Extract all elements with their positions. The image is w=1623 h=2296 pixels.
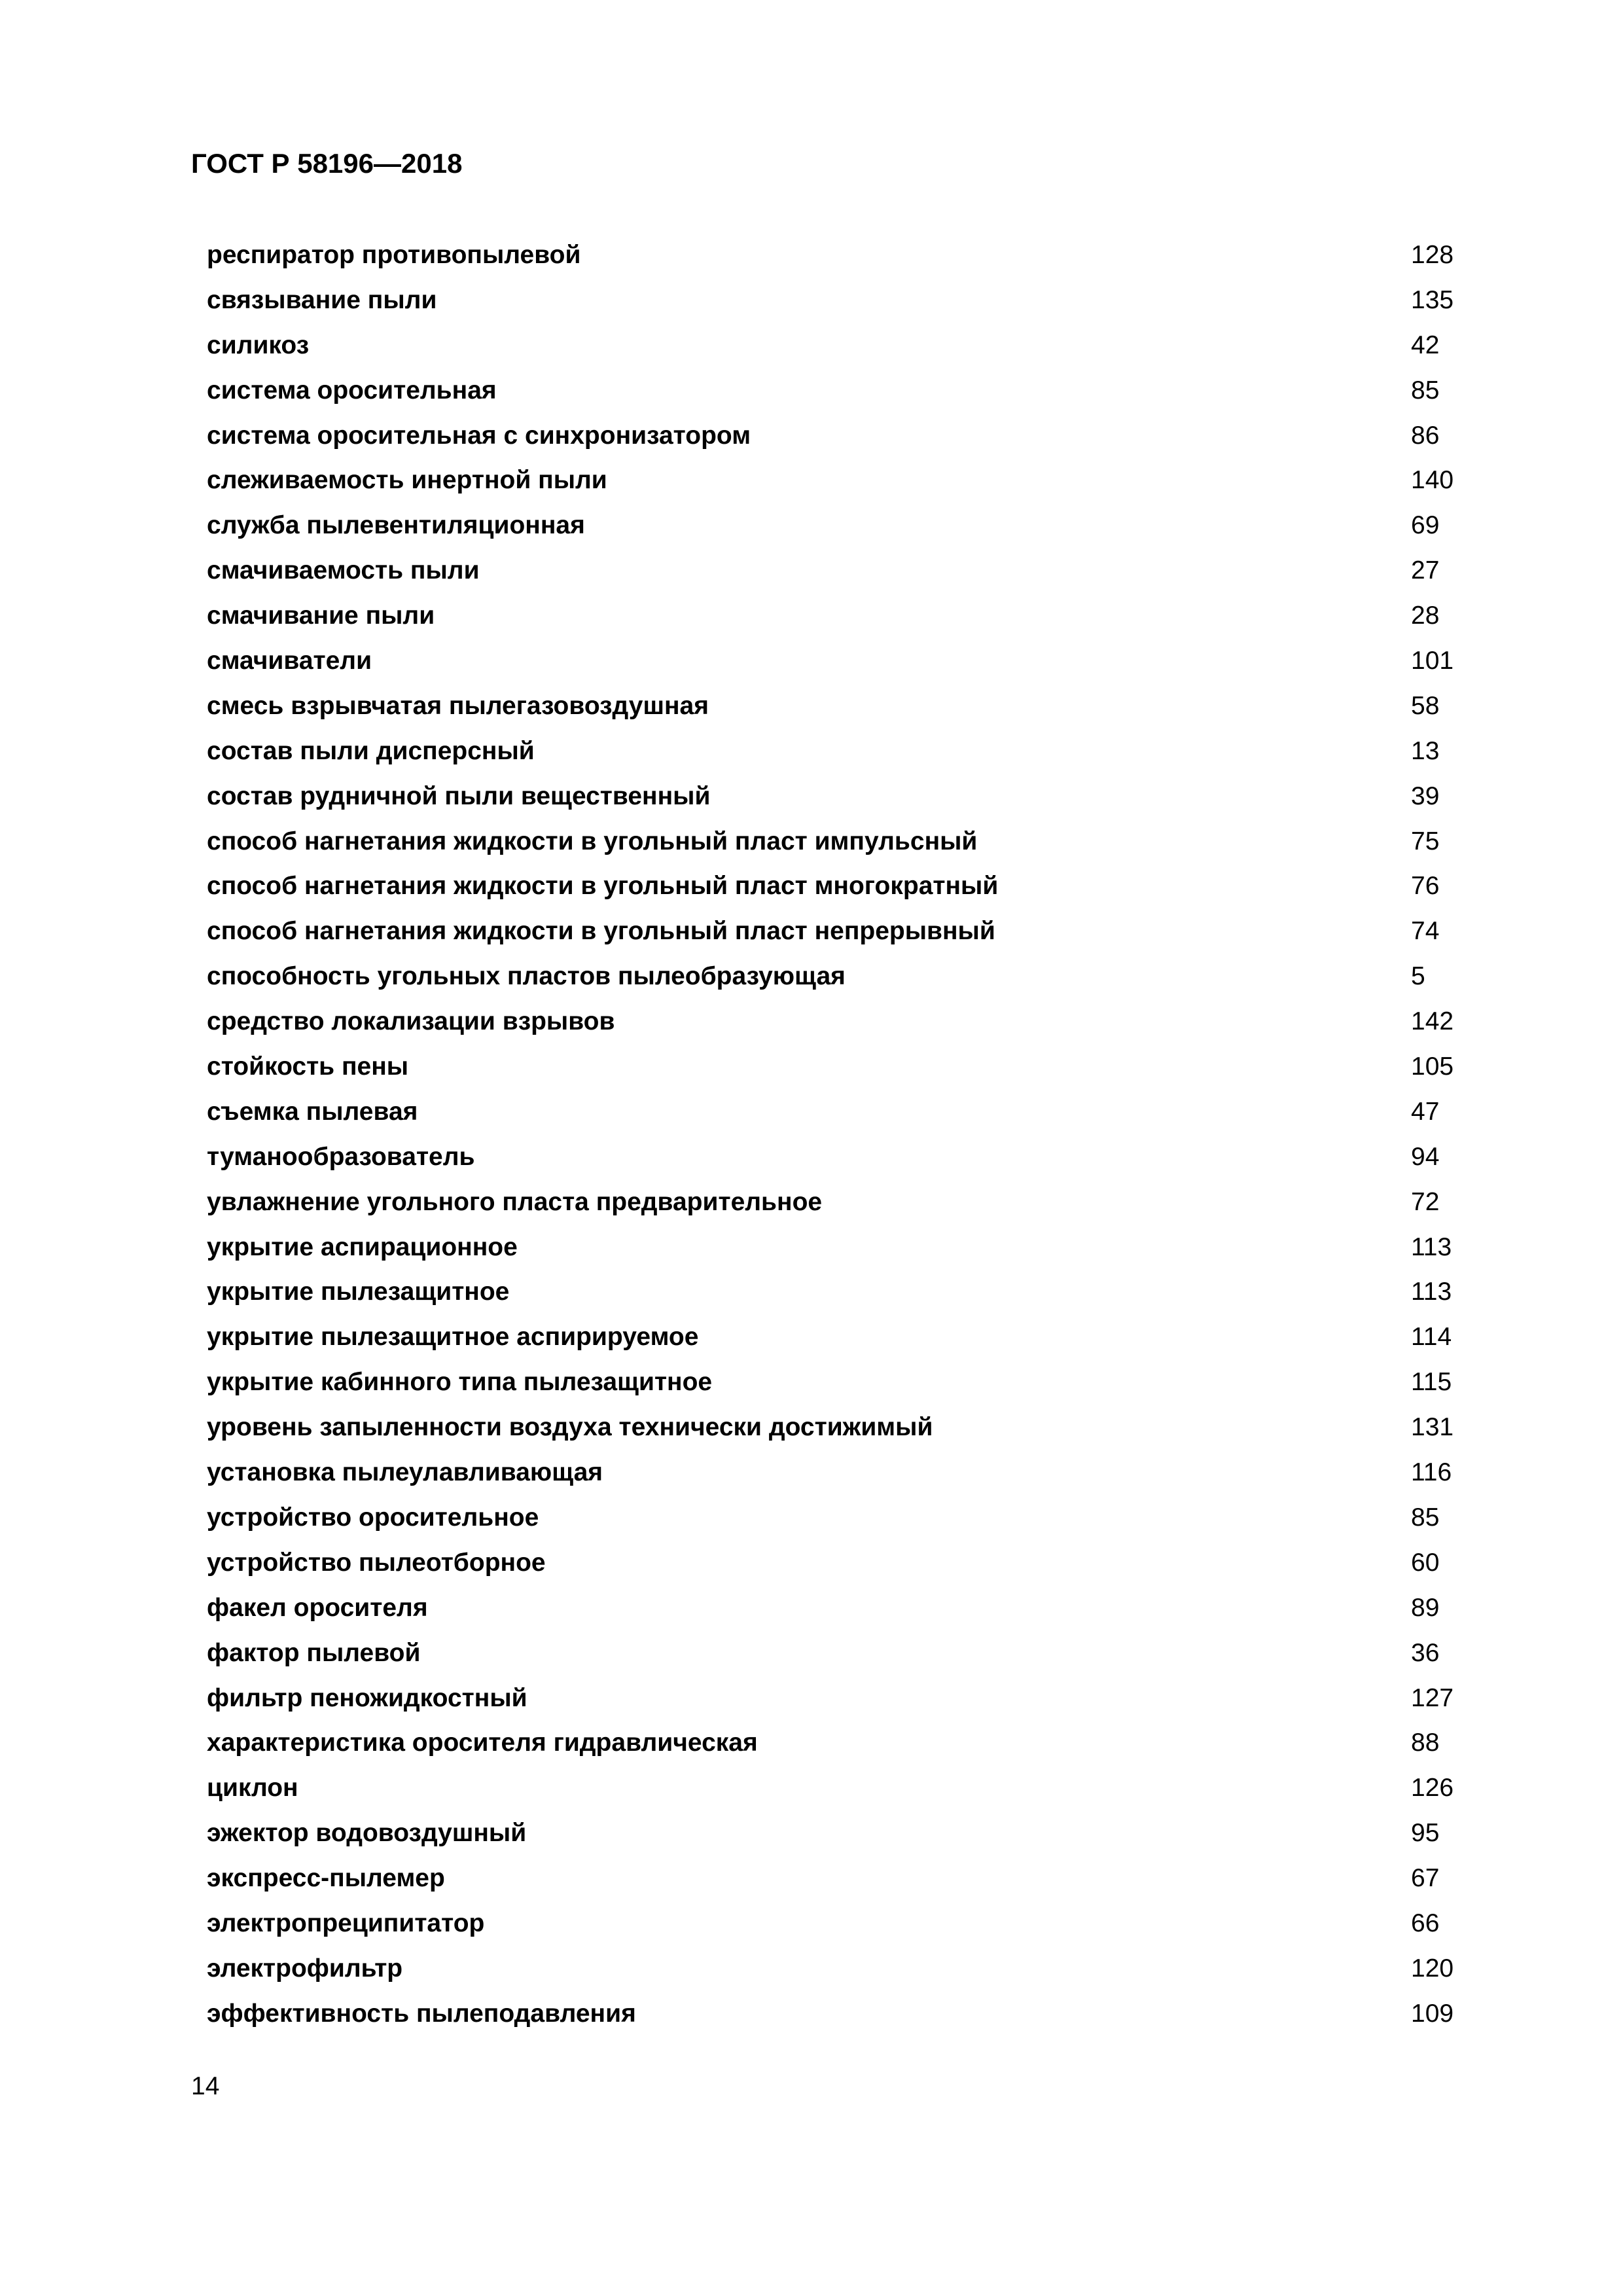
index-ref-number: 69 — [1411, 511, 1440, 540]
index-entry — [207, 1590, 1476, 1635]
index-entry — [207, 1229, 1476, 1274]
index-ref-number: 120 — [1411, 1954, 1454, 1982]
index-term: смачивание пыли — [207, 601, 435, 630]
index-entry — [207, 1680, 1476, 1725]
index-term: система оросительная — [207, 376, 497, 404]
index-term: способ нагнетания жидкости в угольный пласт многократный — [207, 872, 999, 901]
index-term: установка пылеулавливающая — [207, 1458, 603, 1487]
index-ref-number: 39 — [1411, 781, 1440, 810]
index-term: смесь взрывчатая пылегазовоздушная — [207, 691, 709, 720]
index-term: укрытие пылезащитное аспирируемое — [207, 1323, 699, 1352]
index-entry — [207, 913, 1476, 958]
index-entry — [207, 823, 1476, 869]
index-entry — [207, 778, 1476, 823]
index-term: смачиватели — [207, 647, 372, 675]
index-entry — [207, 1725, 1476, 1770]
index-ref-number: 36 — [1411, 1638, 1440, 1667]
index-ref-number: 135 — [1411, 285, 1454, 314]
index-entry — [207, 1139, 1476, 1184]
index-entry — [207, 1454, 1476, 1499]
index-term: смачиваемость пыли — [207, 556, 480, 585]
index-ref-number: 113 — [1411, 1278, 1452, 1306]
index-ref-number: 142 — [1411, 1007, 1454, 1036]
index-entry — [207, 1815, 1476, 1860]
index-ref-number: 127 — [1411, 1683, 1454, 1712]
index-ref-number: 101 — [1411, 647, 1454, 675]
index-entry — [207, 1770, 1476, 1815]
page-number: 14 — [191, 2072, 220, 2100]
index-entry — [207, 1003, 1476, 1049]
index-entry — [207, 1996, 1476, 2041]
index-term: устройство пылеотборное — [207, 1548, 546, 1577]
index-entry — [207, 462, 1476, 507]
index-term: силикоз — [207, 331, 310, 359]
index-term: стойкость пены — [207, 1052, 409, 1081]
index-entry — [207, 958, 1476, 1003]
index-term: электрофильтр — [207, 1954, 403, 1982]
index-ref-number: 116 — [1411, 1458, 1452, 1487]
index-ref-number: 95 — [1411, 1819, 1440, 1848]
index-ref-number: 94 — [1411, 1142, 1440, 1171]
index-term: средство локализации взрывов — [207, 1007, 615, 1036]
index-entry — [207, 1274, 1476, 1319]
index-ref-number: 85 — [1411, 1503, 1440, 1532]
index-ref-number: 28 — [1411, 601, 1440, 630]
index-term: туманообразователь — [207, 1142, 475, 1171]
index-term: фактор пылевой — [207, 1638, 421, 1667]
index-entry — [207, 1094, 1476, 1139]
index-ref-number: 72 — [1411, 1187, 1440, 1216]
index-term: характеристика оросителя гидравлическая — [207, 1729, 758, 1757]
index-term: циклон — [207, 1774, 298, 1803]
index-entry — [207, 1950, 1476, 1996]
index-term: способ нагнетания жидкости в угольный пласт непрерывный — [207, 917, 995, 946]
alphabetical-index — [207, 237, 1476, 2041]
index-term: съемка пылевая — [207, 1097, 418, 1126]
index-entry — [207, 1860, 1476, 1905]
index-entry — [207, 598, 1476, 643]
index-term: служба пылевентиляционная — [207, 511, 585, 540]
index-ref-number: 86 — [1411, 421, 1440, 450]
index-term: слеживаемость инертной пыли — [207, 466, 607, 495]
index-term: экспресс-пылемер — [207, 1864, 445, 1893]
index-term: укрытие кабинного типа пылезащитное — [207, 1368, 713, 1397]
index-entry — [207, 688, 1476, 733]
index-term: способность угольных пластов пылеобразующая — [207, 962, 846, 991]
index-ref-number: 126 — [1411, 1774, 1454, 1803]
index-entry — [207, 327, 1476, 372]
index-ref-number: 75 — [1411, 827, 1440, 855]
index-ref-number: 67 — [1411, 1864, 1440, 1893]
index-entry — [207, 1409, 1476, 1454]
index-entry — [207, 1905, 1476, 1950]
index-ref-number: 128 — [1411, 241, 1454, 269]
index-term: уровень запыленности воздуха технически достижимый — [207, 1413, 933, 1442]
index-entry — [207, 418, 1476, 463]
document-header: ГОСТ Р 58196—2018 — [191, 148, 463, 179]
index-term: устройство оросительное — [207, 1503, 539, 1532]
index-ref-number: 13 — [1411, 736, 1440, 765]
index-term: состав пыли дисперсный — [207, 736, 535, 765]
index-term: связывание пыли — [207, 285, 437, 314]
index-ref-number: 74 — [1411, 917, 1440, 946]
index-term: фильтр пеножидкостный — [207, 1683, 527, 1712]
index-ref-number: 113 — [1411, 1232, 1452, 1261]
index-entry — [207, 868, 1476, 913]
index-entry — [207, 1635, 1476, 1680]
index-term: респиратор противопылевой — [207, 241, 581, 269]
index-ref-number: 66 — [1411, 1909, 1440, 1937]
index-ref-number: 131 — [1411, 1413, 1454, 1442]
index-entry — [207, 1545, 1476, 1590]
index-entry — [207, 1364, 1476, 1409]
index-ref-number: 5 — [1411, 962, 1425, 991]
index-ref-number: 140 — [1411, 466, 1454, 495]
index-ref-number: 88 — [1411, 1729, 1440, 1757]
index-entry — [207, 507, 1476, 552]
index-entry — [207, 372, 1476, 418]
index-ref-number: 105 — [1411, 1052, 1454, 1081]
index-ref-number: 109 — [1411, 1999, 1454, 2028]
index-term: электропреципитатор — [207, 1909, 485, 1937]
index-entry — [207, 1049, 1476, 1094]
index-ref-number: 85 — [1411, 376, 1440, 404]
index-term: факел оросителя — [207, 1593, 428, 1622]
index-entry — [207, 1319, 1476, 1364]
index-term: состав рудничной пыли вещественный — [207, 781, 711, 810]
index-ref-number: 47 — [1411, 1097, 1440, 1126]
index-entry — [207, 643, 1476, 688]
index-ref-number: 89 — [1411, 1593, 1440, 1622]
index-entry — [207, 237, 1476, 282]
index-term: эффективность пылеподавления — [207, 1999, 636, 2028]
index-ref-number: 58 — [1411, 691, 1440, 720]
index-term: эжектор водовоздушный — [207, 1819, 527, 1848]
index-entry — [207, 733, 1476, 778]
index-term: укрытие аспирационное — [207, 1232, 518, 1261]
index-term: увлажнение угольного пласта предварительное — [207, 1187, 823, 1216]
index-entry — [207, 552, 1476, 598]
index-term: укрытие пылезащитное — [207, 1278, 510, 1306]
index-entry — [207, 1499, 1476, 1545]
index-entry — [207, 1184, 1476, 1229]
index-ref-number: 76 — [1411, 872, 1440, 901]
index-ref-number: 60 — [1411, 1548, 1440, 1577]
index-ref-number: 42 — [1411, 331, 1440, 359]
index-ref-number: 115 — [1411, 1368, 1452, 1397]
index-entry — [207, 282, 1476, 327]
index-ref-number: 114 — [1411, 1323, 1452, 1352]
index-term: система оросительная с синхронизатором — [207, 421, 751, 450]
index-ref-number: 27 — [1411, 556, 1440, 585]
index-term: способ нагнетания жидкости в угольный пласт импульсный — [207, 827, 978, 855]
